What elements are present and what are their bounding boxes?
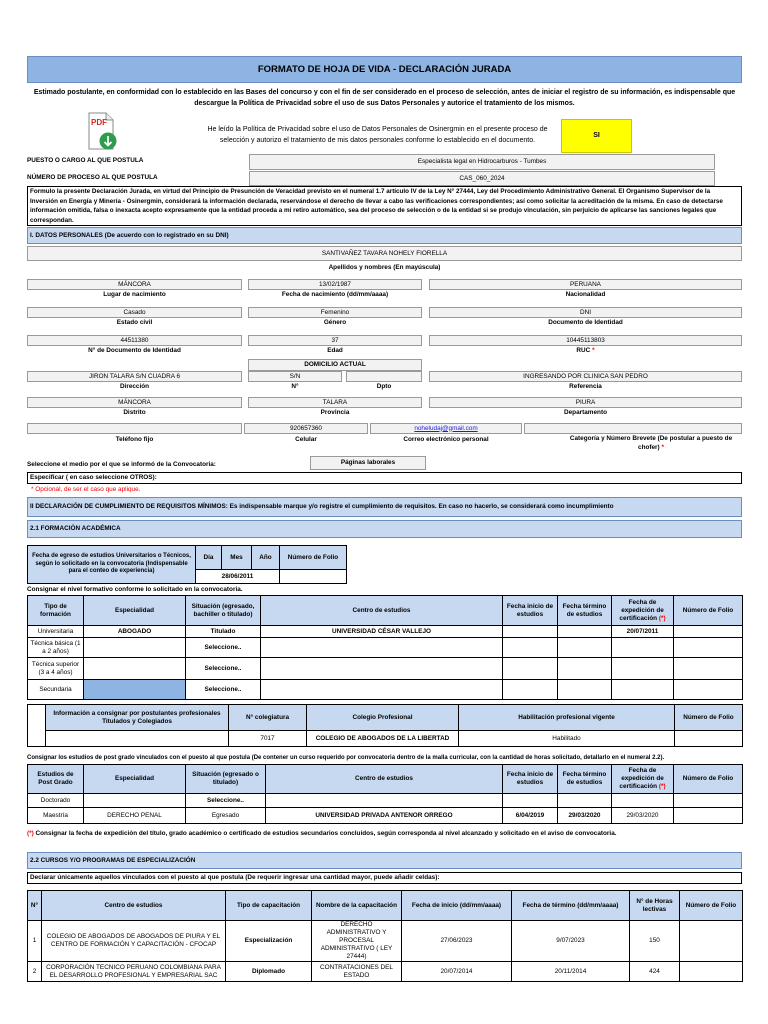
consignar-nivel-note: Consignar el nivel formativo conforme lo solicitado en la convocatoria. bbox=[27, 586, 243, 593]
formacion-table bbox=[27, 595, 743, 700]
colegio-header-folio: Número de Folio bbox=[675, 705, 743, 731]
nationality-label: Nacionalidad bbox=[565, 291, 606, 298]
colegio-cell[interactable]: 7017 bbox=[229, 731, 307, 747]
landline-field[interactable] bbox=[27, 423, 242, 434]
department-field[interactable]: PIURA bbox=[429, 397, 742, 408]
form-title: FORMATO DE HOJA DE VIDA - DECLARACIÓN JURADA bbox=[27, 56, 742, 83]
colegio-table bbox=[27, 704, 743, 747]
formacion-cell[interactable] bbox=[503, 680, 558, 700]
postgrado-table bbox=[27, 764, 743, 824]
puesto-field[interactable]: Especialista legal en Hidrocarburos - Tumbes bbox=[249, 154, 715, 170]
colegio-header-colegiatura: N° colegiatura bbox=[229, 705, 307, 731]
formacion-cell[interactable] bbox=[503, 638, 558, 658]
cursos-cell[interactable] bbox=[680, 921, 743, 962]
formacion-cell[interactable] bbox=[84, 658, 186, 680]
formacion-cell[interactable] bbox=[84, 638, 186, 658]
medio-label: Seleccione el medio por el que se informó de la Convocatoria: bbox=[27, 460, 216, 468]
required-star: (*) bbox=[658, 783, 666, 790]
required-star: (*) bbox=[658, 614, 666, 622]
formacion-header-inicio: Fecha inicio de estudios bbox=[503, 596, 558, 626]
colegio-header-habilitacion: Habilitación profesional vigente bbox=[459, 705, 675, 731]
colegio-header-info: Información a consignar por postulantes profesionales Titulados y Colegiados bbox=[46, 705, 229, 731]
formacion-cell: Universitaria bbox=[28, 626, 84, 638]
formacion-cell[interactable] bbox=[558, 638, 612, 658]
formacion-cell[interactable] bbox=[612, 658, 674, 680]
egreso-label: Fecha de egreso de estudios Universitarios o Técnicos, según lo solicitado en la convocatoria (Indispensable para el conteo de experiencia) bbox=[28, 546, 196, 584]
birthdate-field[interactable]: 13/02/1987 bbox=[248, 279, 422, 290]
pdf-download-icon[interactable] bbox=[86, 112, 118, 152]
dpto-label: Dpto bbox=[376, 383, 392, 390]
formacion-header-tipo: Tipo de formación bbox=[28, 596, 84, 626]
required-star: * bbox=[592, 347, 595, 354]
colegio-cell[interactable]: Habilitado bbox=[459, 731, 675, 747]
cursos-cell[interactable]: 27/06/2023 bbox=[402, 921, 512, 962]
colegio-cell[interactable] bbox=[675, 731, 743, 747]
formacion-header-expedicion: Fecha de expedición de certificación (*) bbox=[612, 596, 674, 626]
postgrado-header-folio: Número de Folio bbox=[674, 765, 743, 794]
district-field[interactable]: MÁNCORA bbox=[27, 397, 242, 408]
postgrado-cell[interactable]: Seleccione.. bbox=[186, 794, 266, 808]
email-label: Correo electrónico personal bbox=[403, 436, 489, 443]
egreso-date-field[interactable]: 28/06/2011 bbox=[196, 570, 280, 584]
postgrado-cell[interactable] bbox=[266, 794, 503, 808]
formacion-cell[interactable]: Seleccione.. bbox=[186, 680, 261, 700]
mobile-field[interactable]: 920657360 bbox=[244, 423, 368, 434]
cursos-header-nombre: Nombre de la capacitación bbox=[312, 891, 402, 921]
section-requisitos: II DECLARACIÓN DE CUMPLIMIENTO DE REQUISITOS MÍNIMOS: Es indispensable marque y/o registre el cumplimiento de requisitos. En caso no hacerlo, se considerará como incumplimiento bbox=[27, 497, 742, 517]
civil-status-field[interactable]: Casado bbox=[27, 307, 242, 318]
formacion-cell[interactable] bbox=[261, 638, 503, 658]
full-name-field[interactable]: SANTIVAÑEZ TAVARA NOHELY FIORELLA bbox=[27, 246, 742, 261]
puesto-label: PUESTO O CARGO AL QUE POSTULA bbox=[27, 157, 144, 164]
cursos-cell[interactable]: 150 bbox=[630, 921, 680, 962]
postgrado-cell[interactable] bbox=[558, 794, 612, 808]
formacion-cell[interactable] bbox=[261, 680, 503, 700]
table-row bbox=[28, 794, 743, 808]
license-label: Categoría y Número Brevete (De postular a puesto de chofer) * bbox=[569, 435, 733, 451]
formacion-header-centro: Centro de estudios bbox=[261, 596, 503, 626]
birthplace-label: Lugar de nacimiento bbox=[103, 291, 166, 298]
formacion-cell[interactable] bbox=[261, 658, 503, 680]
month-header: Mes bbox=[222, 546, 252, 570]
postgrado-cell: Doctorado bbox=[28, 794, 84, 808]
privacy-consent-answer[interactable]: SI bbox=[561, 119, 632, 153]
colegio-cell bbox=[46, 731, 229, 747]
formacion-cell: Secundaria bbox=[28, 680, 84, 700]
proceso-field[interactable]: CAS_060_2024 bbox=[249, 171, 715, 186]
postgrado-cell[interactable]: Egresado bbox=[186, 808, 266, 824]
district-label: Distrito bbox=[123, 409, 146, 416]
postgrado-cell[interactable]: 6/04/2019 bbox=[503, 808, 558, 824]
formacion-cell[interactable] bbox=[503, 658, 558, 680]
cursos-cell[interactable]: 424 bbox=[630, 962, 680, 982]
section-formacion: 2.1 FORMACIÓN ACADÉMICA bbox=[27, 520, 742, 538]
cursos-header-horas: N° de Horas lectivas bbox=[630, 891, 680, 921]
formacion-cell[interactable] bbox=[674, 658, 743, 680]
reference-label: Referencia bbox=[569, 383, 602, 390]
reference-field[interactable]: INGRESANDO POR CLINICA SAN PEDRO bbox=[429, 371, 742, 382]
doc-type-field[interactable]: DNI bbox=[429, 307, 742, 318]
colegio-cell[interactable]: COLEGIO DE ABOGADOS DE LA LIBERTAD bbox=[307, 731, 459, 747]
province-label: Provincia bbox=[320, 409, 350, 416]
address-label: Dirección bbox=[119, 383, 150, 390]
formacion-cell[interactable]: Seleccione.. bbox=[186, 658, 261, 680]
consignar-postgrado-note: Consignar los estudios de post grado vinculados con el puesto al que postula (De contener un curso requerido por convocatoria dentro de la malla curricular, con la cantidad de horas solicitado, detallarlo en el numeral 2.2). bbox=[27, 755, 665, 761]
formacion-cell[interactable]: Seleccione.. bbox=[186, 638, 261, 658]
postgrado-cell[interactable] bbox=[503, 794, 558, 808]
domicilio-title: DOMICILIO ACTUAL bbox=[248, 359, 422, 371]
cursos-header-folio: Número de Folio bbox=[680, 891, 743, 921]
gender-field[interactable]: Femenino bbox=[248, 307, 422, 318]
postgrado-header-inicio: Fecha inicio de estudios bbox=[503, 765, 558, 794]
nationality-field[interactable]: PERUANA bbox=[429, 279, 742, 290]
postgrado-cell[interactable] bbox=[612, 794, 674, 808]
doc-number-label: N° de Documento de Identidad bbox=[88, 347, 181, 354]
postgrado-cell[interactable]: DERECHO PENAL bbox=[84, 808, 186, 824]
postgrado-header-expedicion: Fecha de expedición de certificación (*) bbox=[612, 765, 674, 794]
cursos-header-n: N° bbox=[28, 891, 42, 921]
cursos-cell[interactable]: 9/07/2023 bbox=[512, 921, 630, 962]
formacion-cell[interactable] bbox=[674, 626, 743, 638]
required-star: * bbox=[661, 444, 664, 451]
address-number-field[interactable]: S/N bbox=[248, 371, 342, 382]
cursos-cell[interactable]: CONTRATACIONES DEL ESTADO bbox=[312, 962, 402, 982]
table-row bbox=[28, 658, 743, 680]
email-field[interactable]: noheludaj@gmail.com bbox=[370, 423, 522, 434]
cursos-cell[interactable]: COLEGIO DE ABOGADOS DE ABOGADOS DE PIURA Y EL CENTRO DE FORMACIÓN Y CAPACITACIÓN - CFOCAP bbox=[42, 921, 226, 962]
cursos-header-centro: Centro de estudios bbox=[42, 891, 226, 921]
formacion-cell: Técnica superior (3 a 4 años) bbox=[28, 658, 84, 680]
required-star: (*) bbox=[27, 829, 34, 837]
folio-header: Número de Folio bbox=[280, 546, 347, 570]
cursos-table bbox=[27, 890, 743, 982]
formacion-cell[interactable] bbox=[558, 680, 612, 700]
landline-label: Teléfono fijo bbox=[115, 436, 154, 443]
postgrado-header-especialidad: Especialidad bbox=[84, 765, 186, 794]
section-cursos: 2.2 CURSOS Y/O PROGRAMAS DE ESPECIALIZACIÓN bbox=[27, 852, 742, 869]
postgrado-cell[interactable] bbox=[84, 794, 186, 808]
province-field[interactable]: TALARA bbox=[248, 397, 422, 408]
formacion-header-termino: Fecha término de estudios bbox=[558, 596, 612, 626]
cursos-cell: 2 bbox=[28, 962, 42, 982]
formacion-cell[interactable] bbox=[674, 680, 743, 700]
intro-text: Estimado postulante, en conformidad con lo establecido en las Bases del concurso y con el fin de ser considerado en el proceso de selección, antes de iniciar el registro de su información, es indispensable que descargue la Política de Privacidad sobre el uso de sus Datos Personales y autorice el tratamiento de los mismos. bbox=[33, 89, 736, 107]
full-name-label: Apellidos y nombres (En mayúscula) bbox=[328, 263, 441, 271]
day-header: Día bbox=[196, 546, 222, 570]
cursos-header-inicio: Fecha de inicio (dd/mm/aaaa) bbox=[402, 891, 512, 921]
gender-label: Género bbox=[323, 319, 347, 326]
postgrado-cell[interactable]: 29/03/2020 bbox=[558, 808, 612, 824]
postgrado-header-estudios: Estudios de Post Grado bbox=[28, 765, 84, 794]
formacion-cell[interactable]: UNIVERSIDAD CÉSAR VALLEJO bbox=[261, 626, 503, 638]
medio-select[interactable]: Páginas laborales bbox=[310, 456, 426, 470]
formacion-cell[interactable]: ABOGADO bbox=[84, 626, 186, 638]
address-number-label: N° bbox=[291, 383, 299, 390]
table-row bbox=[28, 680, 743, 700]
doc-number-field[interactable]: 44511380 bbox=[27, 335, 242, 346]
optional-note: * Opcional, de ser el caso que aplique. bbox=[31, 486, 141, 493]
table-row bbox=[28, 638, 743, 658]
formacion-cell: Técnica básica (1 a 2 años) bbox=[28, 638, 84, 658]
year-header: Año bbox=[252, 546, 280, 570]
postgrado-header-centro: Centro de estudios bbox=[266, 765, 503, 794]
cursos-cell[interactable]: 20/11/2014 bbox=[512, 962, 630, 982]
mobile-label: Celular bbox=[295, 436, 317, 443]
cursos-header-tipo: Tipo de capacitación bbox=[226, 891, 312, 921]
pdf-label: PDF bbox=[91, 118, 107, 127]
egreso-table bbox=[27, 545, 347, 584]
birthdate-label: Fecha de nacimiento (dd/mm/aaaa) bbox=[281, 291, 389, 298]
cursos-cell[interactable]: Diplomado bbox=[226, 962, 312, 982]
postgrado-cell[interactable]: UNIVERSIDAD PRIVADA ANTENOR ORREGO bbox=[266, 808, 503, 824]
ruc-field[interactable]: 10445113803 bbox=[429, 335, 742, 346]
postgrado-header-termino: Fecha término de estudios bbox=[558, 765, 612, 794]
postgrado-cell[interactable] bbox=[674, 808, 743, 824]
formacion-header-especialidad: Especialidad bbox=[84, 596, 186, 626]
cursos-cell[interactable]: DERECHO ADMINISTRATIVO Y PROCESAL ADMINISTRATIVO ( LEY 27444) bbox=[312, 921, 402, 962]
table-row bbox=[28, 921, 743, 962]
cursos-cell[interactable]: 20/07/2014 bbox=[402, 962, 512, 982]
postgrado-header-situacion: Situación (egresado o titulado) bbox=[186, 765, 266, 794]
section-datos-personales: I. DATOS PERSONALES (De acuerdo con lo registrado en su DNI) bbox=[27, 227, 742, 244]
cursos-cell[interactable]: CORPORACIÓN TECNICO PERUANO COLOMBIANA PARA EL DESARROLLO PROFESIONAL Y EMPRESARIAL SAC bbox=[42, 962, 226, 982]
address-field[interactable]: JIRON TALARA S/N CUADRA 6 bbox=[27, 371, 242, 382]
postgrado-cell[interactable] bbox=[674, 794, 743, 808]
civil-status-label: Estado civil bbox=[116, 319, 153, 326]
age-field[interactable]: 37 bbox=[248, 335, 422, 346]
postgrado-cell[interactable]: 29/03/2020 bbox=[612, 808, 674, 824]
cursos-cell[interactable]: Especialización bbox=[226, 921, 312, 962]
formacion-cell[interactable]: Titulado bbox=[186, 626, 261, 638]
formacion-cell[interactable]: 20/07/2011 bbox=[612, 626, 674, 638]
formacion-header-situacion: Situación (egresado, bachiller o titulado) bbox=[186, 596, 261, 626]
cursos-cell: 1 bbox=[28, 921, 42, 962]
table-row bbox=[28, 626, 743, 638]
age-label: Edad bbox=[327, 347, 343, 354]
doc-type-label: Documento de Identidad bbox=[548, 319, 623, 326]
formacion-cell[interactable] bbox=[503, 626, 558, 638]
table-row bbox=[28, 962, 743, 982]
table-row bbox=[28, 731, 743, 747]
expedicion-note: (*) Consignar la fecha de expedición del título, grado académico o certificado de estudios secundarios concluidos, según corresponda al nivel alcanzado y solicitado en el aviso de convocatoria. bbox=[27, 829, 617, 837]
dpto-field[interactable] bbox=[346, 371, 422, 382]
cursos-header-termino: Fecha de término (dd/mm/aaaa) bbox=[512, 891, 630, 921]
especificar-field[interactable]: Especificar ( en caso seleccione OTROS): bbox=[27, 472, 742, 484]
table-row bbox=[28, 808, 743, 824]
birthplace-field[interactable]: MÁNCORA bbox=[27, 279, 242, 290]
department-label: Departamento bbox=[564, 409, 607, 416]
postgrado-cell: Maestría bbox=[28, 808, 84, 824]
cursos-instruction: Declarar únicamente aquellos vinculados con el puesto al que postula (De requerir ingresar una cantidad mayor, puede añadir celdas): bbox=[27, 872, 742, 884]
formacion-cell[interactable] bbox=[612, 638, 674, 658]
formacion-cell[interactable] bbox=[674, 638, 743, 658]
declaration-text: Formulo la presente Declaración Jurada, en virtud del Principio de Presunción de Veracidad previsto en el numeral 1.7 artículo IV de la Ley N° 27444, Ley del Procedimiento Administrativo General. El Organismo Supervisor de la Inversión en Energía y Minería - Osinergmin, considerará la información declarada, reservándose el derecho de llevar a cabo las verificaciones correspondientes; así como solicitar la acreditación de la misma. En caso de detectarse información omitida, falsa o inexacta acepto expresamente que la entidad proceda a mi retiro automático, sea del proceso de selección o de la entidad si se produjo vinculación, sin perjuicio de aplicarse las sanciones legales que correspondan. bbox=[27, 186, 742, 226]
formacion-cell[interactable] bbox=[558, 658, 612, 680]
egreso-folio-field[interactable] bbox=[280, 570, 347, 584]
formacion-cell[interactable] bbox=[84, 680, 186, 700]
cursos-cell[interactable] bbox=[680, 962, 743, 982]
formacion-cell[interactable] bbox=[612, 680, 674, 700]
formacion-header-folio: Número de Folio bbox=[674, 596, 743, 626]
ruc-label: RUC * bbox=[576, 347, 595, 354]
colegio-header-colegio: Colegio Profesional bbox=[307, 705, 459, 731]
proceso-label: NÚMERO DE PROCESO AL QUE POSTULA bbox=[27, 174, 158, 181]
privacy-statement: He leído la Política de Privacidad sobre el uso de Datos Personales de Osinergmin en el presente proceso de selección y autorizo el tratamiento de mis datos personales conforme lo establecido en el documento. bbox=[207, 126, 548, 144]
formacion-cell[interactable] bbox=[558, 626, 612, 638]
